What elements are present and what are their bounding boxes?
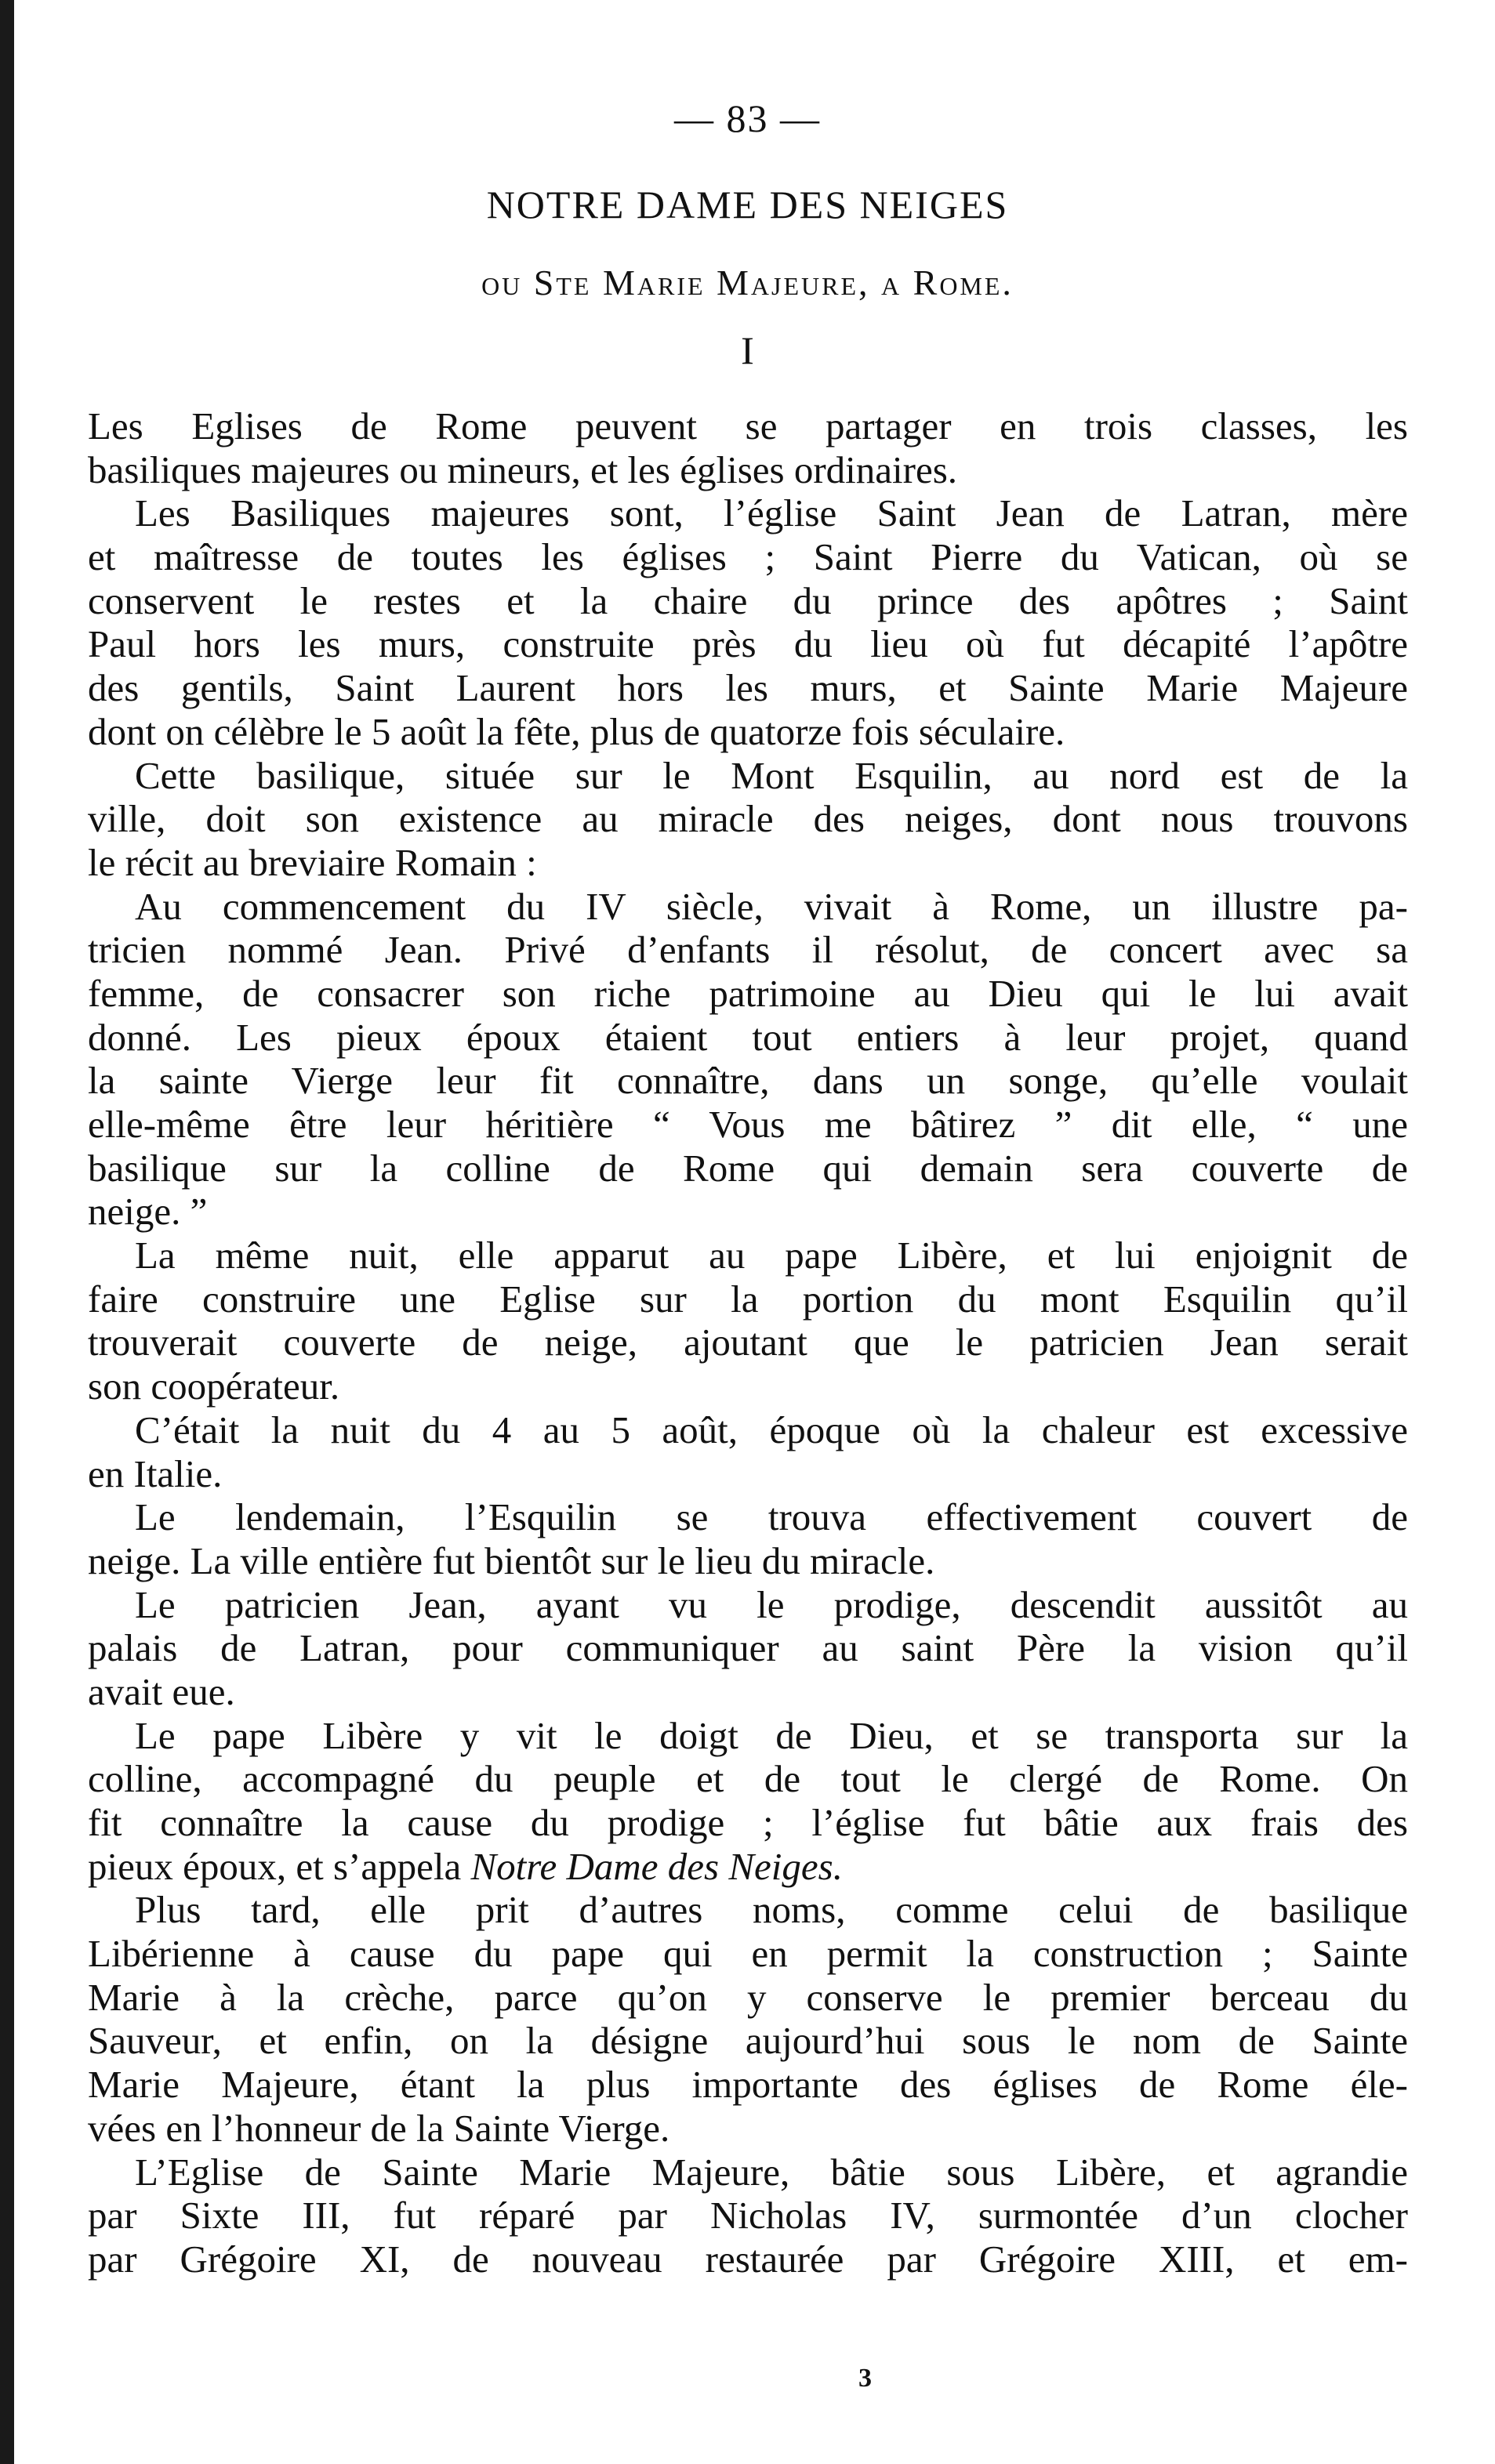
text-line xyxy=(88,404,1408,448)
text-line-content: L’Eglise de Sainte Marie Majeure, bâtie sous Libère, et agrandie xyxy=(135,2150,1408,2194)
signature-mark: 3 xyxy=(858,2364,872,2393)
text-line-content: Marie Majeure, étant la plus importante des églises de Rome éle- xyxy=(88,2063,1408,2107)
text-line-content: et maîtresse de toutes les églises ; Saint Pierre du Vatican, où se xyxy=(88,535,1408,579)
text-line-content: basiliques majeures ou mineurs, et les églises ordinaires. xyxy=(88,448,958,491)
text-line-content: vées en l’honneur de la Sainte Vierge. xyxy=(88,2106,670,2150)
text-line-content: par Grégoire XI, de nouveau restaurée par Grégoire XIII, et em- xyxy=(88,2237,1408,2281)
text-line-content: le récit au breviaire Romain : xyxy=(88,840,537,884)
text-line xyxy=(88,1670,1408,1714)
text-line xyxy=(88,1888,1408,1932)
text-line-content: Le pape Libère y vit le doigt de Dieu, et se transporta sur la xyxy=(135,1713,1408,1757)
text-line-content: Paul hors les murs, construite près du lieu où fut décapité l’apôtre xyxy=(88,622,1408,666)
text-line xyxy=(88,1932,1408,1976)
text-line xyxy=(88,1147,1408,1190)
text-line-content: neige. ” xyxy=(88,1190,208,1234)
text-line xyxy=(88,1408,1408,1452)
text-line xyxy=(88,1845,1408,1889)
text-line xyxy=(88,1103,1408,1147)
text-line xyxy=(88,1626,1408,1670)
text-line-content: faire construire une Eglise sur la portion du mont Esquilin qu’il xyxy=(88,1277,1408,1321)
text-line-content: dont on célèbre le 5 août la fête, plus de quatorze fois séculaire. xyxy=(88,709,1065,753)
italic-phrase: Notre Dame des Neiges. xyxy=(470,1844,843,1888)
chapter-title: NOTRE DAME DES NEIGES xyxy=(486,183,1009,226)
text-line xyxy=(88,1059,1408,1103)
text-line-content: donné. Les pieux époux étaient tout entiers à leur projet, quand xyxy=(88,1015,1408,1059)
text-line xyxy=(88,1583,1408,1627)
text-line xyxy=(88,535,1408,579)
text-line xyxy=(88,754,1408,798)
text-line-content: Plus tard, elle prit d’autres noms, comme celui de basilique xyxy=(135,1888,1408,1932)
text-line xyxy=(88,2019,1408,2063)
text-line xyxy=(88,448,1408,492)
text-line xyxy=(88,710,1408,754)
text-line xyxy=(88,2238,1408,2281)
text-line-content: la sainte Vierge leur fit connaître, dans un songe, qu’elle voulait xyxy=(88,1059,1408,1103)
text-line xyxy=(88,1364,1408,1408)
text-line xyxy=(88,928,1408,972)
text-line-content: par Sixte III, fut réparé par Nicholas IV, surmontée d’un clocher xyxy=(88,2194,1408,2238)
text-line xyxy=(88,1234,1408,1277)
text-line xyxy=(88,2107,1408,2151)
text-line-content: Les Eglises de Rome peuvent se partager en trois classes, les xyxy=(88,404,1408,448)
text-line xyxy=(88,797,1408,841)
text-line-content: son coopérateur. xyxy=(88,1364,340,1408)
text-line xyxy=(88,1277,1408,1321)
text-line xyxy=(88,1495,1408,1539)
text-line-content: Au commencement du IV siècle, vivait à Rome, un illustre pa- xyxy=(135,884,1408,928)
text-line-content: Le lendemain, l’Esquilin se trouva effectivement couvert de xyxy=(135,1495,1408,1539)
text-line xyxy=(88,666,1408,710)
text-line xyxy=(88,491,1408,535)
text-line-content: colline, accompagné du peuple et de tout le clergé de Rome. On xyxy=(88,1757,1408,1801)
text-line-content: Libérienne à cause du pape qui en permit la construction ; Sainte xyxy=(88,1932,1408,1976)
text-line-content: C’était la nuit du 4 au 5 août, époque où la chaleur est excessive xyxy=(135,1408,1408,1451)
text-line-content: conservent le restes et la chaire du prince des apôtres ; Saint xyxy=(88,578,1408,622)
text-line xyxy=(88,622,1408,666)
text-line xyxy=(88,841,1408,885)
text-line-content: trouverait couverte de neige, ajoutant que le patricien Jean serait xyxy=(88,1321,1408,1364)
text-line xyxy=(88,1539,1408,1583)
text-line-content: ville, doit son existence au miracle des neiges, dont nous trouvons xyxy=(88,797,1408,841)
text-line-content: Marie à la crèche, parce qu’on y conserve le premier berceau du xyxy=(88,1975,1408,2019)
text-line-content: tricien nommé Jean. Privé d’enfants il résolut, de concert avec sa xyxy=(88,928,1408,972)
text-line xyxy=(88,972,1408,1016)
page-number: — 83 — xyxy=(674,96,821,140)
text-line-content: en Italie. xyxy=(88,1451,223,1495)
text-line-content: elle-même être leur héritière “ Vous me bâtirez ” dit elle, “ une xyxy=(88,1103,1408,1146)
text-line-content: avait eue. xyxy=(88,1669,235,1713)
text-line-content: Le patricien Jean, ayant vu le prodige, descendit aussitôt au xyxy=(135,1582,1408,1626)
text-line xyxy=(88,1016,1408,1060)
text-line xyxy=(88,885,1408,929)
text-line-content: Les Basiliques majeures sont, l’église Saint Jean de Latran, mère xyxy=(135,491,1408,535)
text-line-content: fit connaître la cause du prodige ; l’église fut bâtie aux frais des xyxy=(88,1801,1408,1844)
text-line-content: pieux époux, et s’appela xyxy=(88,1844,462,1888)
text-line-content: neige. La ville entière fut bientôt sur le lieu du miracle. xyxy=(88,1538,935,1582)
text-line-content: Sauveur, et enfin, on la désigne aujourd’hui sous le nom de Sainte xyxy=(88,2019,1408,2063)
body-text xyxy=(88,404,1408,2281)
text-line xyxy=(88,1976,1408,2020)
text-line xyxy=(88,1757,1408,1801)
text-line-content: Cette basilique, située sur le Mont Esquilin, au nord est de la xyxy=(135,753,1408,797)
text-line xyxy=(88,1321,1408,1364)
text-line-content: des gentils, Saint Laurent hors les murs, et Sainte Marie Majeure xyxy=(88,666,1408,710)
text-line xyxy=(88,1714,1408,1758)
text-line xyxy=(88,2151,1408,2194)
text-line-content: femme, de consacrer son riche patrimoine au Dieu qui le lui avait xyxy=(88,971,1408,1015)
text-line xyxy=(88,2063,1408,2107)
text-line-content: basilique sur la colline de Rome qui demain sera couverte de xyxy=(88,1146,1408,1190)
text-line xyxy=(88,579,1408,623)
text-line xyxy=(88,2194,1408,2238)
text-line-content: palais de Latran, pour communiquer au saint Père la vision qu’il xyxy=(88,1626,1408,1670)
text-line-content: La même nuit, elle apparut au pape Libère, et lui enjoignit de xyxy=(135,1234,1408,1277)
text-line xyxy=(88,1801,1408,1845)
section-numeral: I xyxy=(741,328,754,372)
text-line xyxy=(88,1452,1408,1496)
text-line xyxy=(88,1190,1408,1234)
chapter-subtitle: ou Ste Marie Majeure, a Rome. xyxy=(481,263,1014,303)
